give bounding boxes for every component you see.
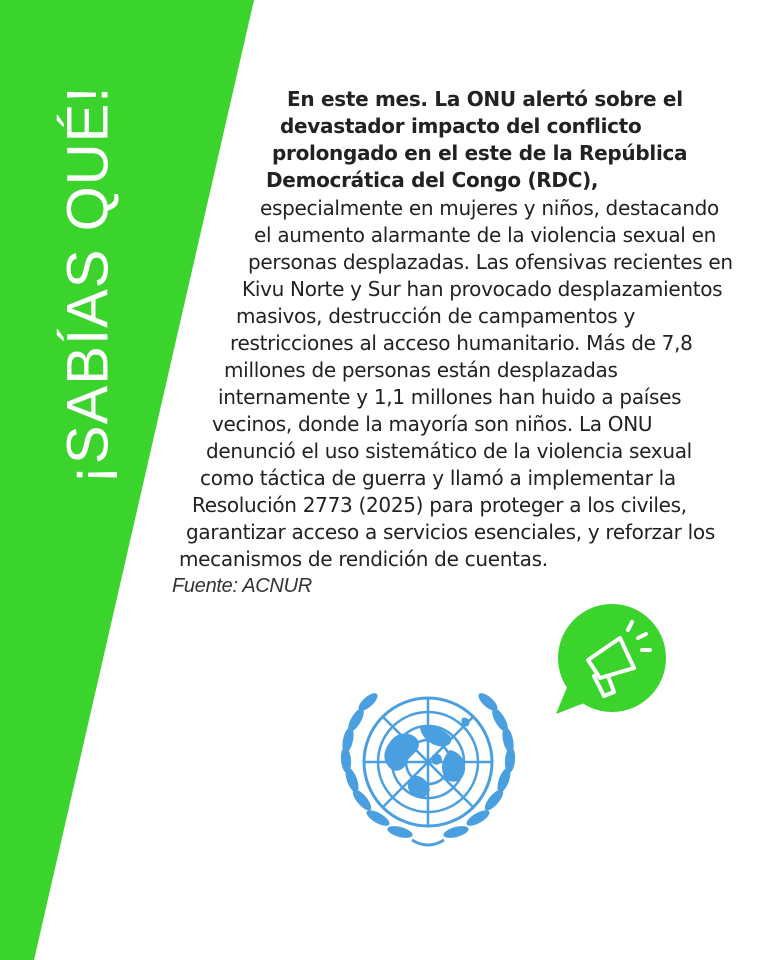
article-line: masivos, destrucción de campamentos y (236, 304, 635, 328)
megaphone-icon (548, 604, 672, 716)
article-line: En este mes. La ONU alertó sobre el (287, 87, 683, 111)
article-line: prolongado en el este de la República (272, 141, 688, 165)
source-credit: Fuente: ACNUR (172, 575, 312, 597)
article-line: Kivu Norte y Sur han provocado desplazamientos (242, 277, 723, 301)
article-line: denunció el uso sistemático de la violencia sexual (206, 439, 692, 463)
article-line: restricciones al acceso humanitario. Más de 7,8 (230, 331, 693, 355)
article-line: devastador impacto del conflicto (280, 114, 642, 138)
united-nations-emblem-icon (312, 680, 544, 860)
article-line: vecinos, donde la mayoría son niños. La ONU (212, 412, 653, 436)
article-line: como táctica de guerra y llamó a implementar la (200, 466, 676, 490)
article-line: el aumento alarmante de la violencia sexual en (254, 223, 717, 247)
article-line: garantizar acceso a servicios esenciales, y reforzar los (186, 520, 715, 544)
article-line: internamente y 1,1 millones han huido a países (218, 385, 682, 409)
article-line: Resolución 2773 (2025) para proteger a los civiles, (192, 493, 687, 517)
article-line: millones de personas están desplazadas (224, 358, 618, 382)
vertical-title: ¡SABÍAS QUÉ! (55, 85, 121, 485)
article-line: mecanismos de rendición de cuentas. (179, 547, 548, 571)
article-line: personas desplazadas. Las ofensivas recientes en (248, 250, 733, 274)
article-line: Democrática del Congo (RDC), (266, 168, 599, 192)
article-line: especialmente en mujeres y niños, destacando (260, 196, 719, 220)
